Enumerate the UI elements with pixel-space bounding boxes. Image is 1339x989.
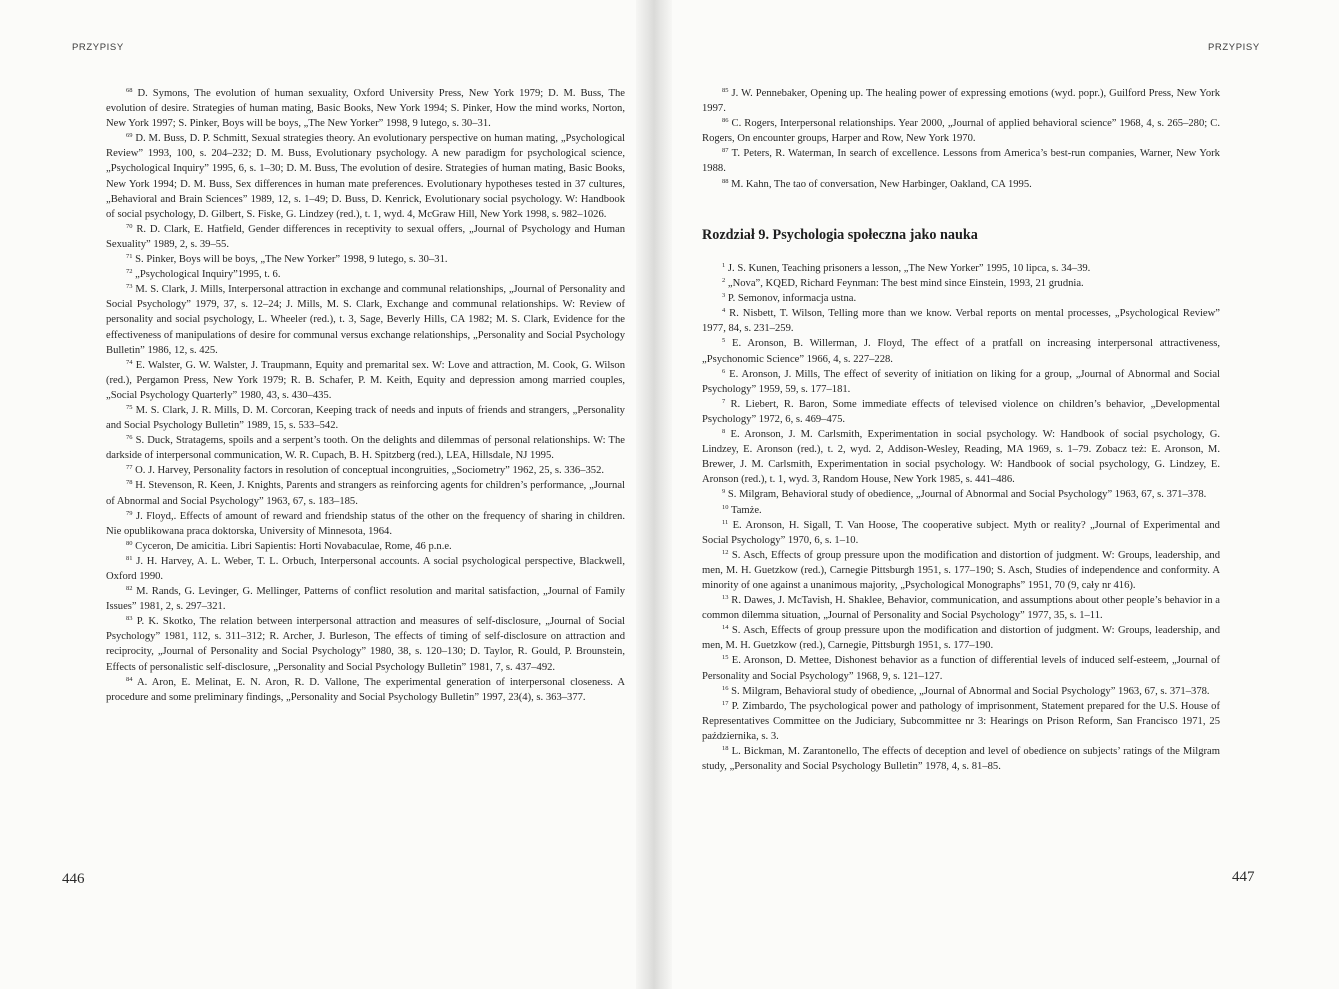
footnote-text: C. Rogers, Interpersonal relationships. Year 2000, „Journal of applied behavioral science” 1968, 4, s. 265–280; C. Rogers, On encounter groups, Harper and Row, New York 1970. (702, 118, 1220, 145)
footnote-number: 17 (722, 699, 729, 707)
footnote-number: 87 (722, 147, 729, 155)
footnote (702, 623, 1220, 653)
chapter-heading: Rozdział 9. Psychologia społeczna jako nauka (702, 227, 978, 243)
footnote (702, 116, 1220, 146)
footnote-text: R. D. Clark, E. Hatfield, Gender differences in receptivity to sexual offers, „Journal of Psychology and Human Sexuality” 1989, 2, s. 39–55. (106, 223, 625, 250)
footnote-number: 4 (722, 307, 726, 315)
footnote-number: 10 (722, 503, 729, 511)
footnote (106, 222, 625, 252)
footnote (106, 252, 625, 267)
footnote (106, 86, 625, 131)
footnote-text: Cyceron, De amicitia. Libri Sapientis: Horti Novabaculae, Rome, 46 p.n.e. (135, 540, 452, 552)
footnote-number: 11 (722, 518, 729, 526)
page-number-right: 447 (1232, 869, 1255, 885)
footnote-text: L. Bickman, M. Zarantonello, The effects of deception and level of obedience on subjects’ ratings of the Milgram study, „Personality and Social Psychology Bulletin” 1978, 4, s. 81–85. (702, 746, 1220, 773)
footnote-number: 8 (722, 428, 726, 436)
footnote-number: 83 (126, 615, 133, 623)
footnote-number: 6 (722, 367, 726, 375)
footnote-text: M. Kahn, The tao of conversation, New Harbinger, Oakland, CA 1995. (731, 178, 1032, 190)
footnote-number: 88 (722, 177, 729, 185)
footnote (702, 146, 1220, 176)
footnote (106, 675, 625, 705)
footnote-number: 68 (126, 87, 133, 94)
footnote-number: 74 (126, 358, 133, 366)
footnote-text: P. K. Skotko, The relation between interpersonal attraction and measures of self-disclosure, „Journal of Social Psychology” 1981, 112, s. 311–312; R. Archer, J. Burleson, The effects of timing of self-disclosure on attraction and reciprocity, „Journal of Personality and Social Psychology” 1980, 38, s. 120–130; D. Taylor, R. Gould, P. Brounstein, Effects of personalistic self-disclosure, „Personality and Social Psychology Bulletin” 1981, 7, s. 437–492. (106, 616, 625, 673)
footnote (702, 548, 1220, 593)
footnote-text: D. M. Buss, D. P. Schmitt, Sexual strategies theory. An evolutionary perspective on human mating, „Psychological Review” 1993, 100, s. 204–232; D. M. Buss, Evolutionary psychology. A new paradigm for psychological science, „Psychological Inquiry” 1995, 6, s. 1–30; D. M. Buss, The evolution of desire. Strategies of human mating, Basic Books, New York 1994; D. M. Buss, Sex differences in human mate preferences. Evolutionary hypotheses tested in 37 cultures, „Behavioral and Brain Sciences” 1989, 12, s. 1–49; D. Buss, D. Kenrick, Evolutionary social psychology. W: Handbook of social psychology, D. Gilbert, S. Fiske, G. Lindzey (red.), t. 1, wyd. 4, McGraw Hill, New York 1998, s. 982–1026. (106, 133, 625, 220)
footnote (702, 653, 1220, 683)
footnote (106, 433, 625, 463)
footnote (702, 306, 1220, 336)
footnote (106, 463, 625, 478)
footnote-text: Tamże. (730, 504, 762, 516)
footnote-number: 78 (126, 479, 133, 487)
running-head-right: PRZYPISY (1208, 42, 1260, 53)
footnote-number: 14 (722, 624, 729, 632)
footnote (702, 261, 1220, 276)
footnote-text: „Nova”, KQED, Richard Feynman: The best mind since Einstein, 1993, 21 grudnia. (727, 278, 1084, 290)
footnote-text: S. Asch, Effects of group pressure upon the modification and distortion of judgment. W: Groups, leadership, and men, M. H. Guetzkow (red.), Carnegie Pittsburgh 1951, s. 177–190; S. Asch, Studies of independence and conformity. A minority of one against a unanimous majority, „Psychological Monographs” 1951, 70 (9, cały nr 416). (702, 549, 1221, 591)
right-page (672, 0, 1339, 989)
footnote-text: E. Aronson, H. Sigall, T. Van Hoose, The cooperative subject. Myth or reality? „Journal of Experimental and Social Psychology” 1970, 6, s. 1–10. (702, 519, 1220, 546)
footnote-number: 75 (126, 403, 133, 411)
footnote-text: R. Liebert, R. Baron, Some immediate effects of televised violence on children’s behavior, „Developmental Psychology” 1972, 6, s. 469–475. (702, 398, 1220, 425)
footnotes-list-right-bottom (702, 261, 1220, 774)
footnote (702, 336, 1220, 366)
footnotes-list-right-top (702, 86, 1220, 192)
footnote (702, 593, 1220, 623)
footnote-number: 79 (126, 509, 133, 517)
footnote-number: 13 (722, 594, 729, 602)
footnote-number: 15 (722, 654, 729, 662)
footnote-text: P. Zimbardo, The psychological power and pathology of imprisonment, Statement prepared for the U.S. House of Representatives Committee on the Judiciary, Subcommittee nr 3: Hearings on Prison Reform, San Francisco 1971, 25 października, s. 3. (702, 700, 1220, 742)
footnote-number: 1 (722, 262, 726, 269)
footnote-number: 9 (722, 488, 726, 496)
footnote (106, 509, 625, 539)
footnote-text: J. Floyd,. Effects of amount of reward and friendship status of the other on the frequency of sharing in children. Nie opublikowana praca doktorska, University of Minnesota, 1964. (106, 510, 625, 537)
footnote-number: 2 (722, 277, 726, 285)
footnote-text: R. Dawes, J. McTavish, H. Shaklee, Behavior, communication, and assumptions about other people’s behavior in a common dilemma situation, „Journal of Personality and Social Psychology” 1977, 35, s. 1–11. (702, 595, 1220, 622)
footnote (106, 267, 625, 282)
footnote-text: E. Walster, G. W. Walster, J. Traupmann, Equity and premarital sex. W: Love and attraction, M. Cook, G. Wilson (red.), Pergamon Press, New York 1979; R. B. Schafer, P. M. Keith, Equity and depression among married couples, „Social Psychology Quarterly” 1980, 43, s. 430–435. (106, 359, 625, 401)
footnote-text: E. Aronson, D. Mettee, Dishonest behavior as a function of differential levels of induced self-esteem, „Journal of Personality and Social Psychology” 1968, 9, s. 121–127. (702, 655, 1221, 682)
footnote (106, 539, 625, 554)
footnote (702, 684, 1220, 699)
footnote-text: S. Milgram, Behavioral study of obedience, „Journal of Abnormal and Social Psychology” 1963, 67, s. 371–378. (731, 685, 1210, 697)
footnote-text: S. Pinker, Boys will be boys, „The New Yorker” 1998, 9 lutego, s. 30–31. (135, 254, 448, 266)
footnote (702, 503, 1220, 518)
footnote-number: 80 (126, 539, 133, 547)
footnote (106, 131, 625, 222)
book-gutter (636, 0, 672, 989)
footnote-number: 69 (126, 132, 133, 140)
footnote-number: 82 (126, 585, 133, 593)
footnote (702, 86, 1220, 116)
footnote-text: O. J. Harvey, Personality factors in resolution of conceptual incongruities, „Sociometry” 1962, 25, s. 336–352. (135, 465, 605, 477)
footnote-text: S. Asch, Effects of group pressure upon the modification and distortion of judgment. W: Groups, leadership, and men, M. H. Guetzkow (red.), Carnegie, Pittsburgh 1951, s. 177–190. (702, 625, 1221, 652)
footnote (702, 291, 1220, 306)
footnote-text: E. Aronson, B. Willerman, J. Floyd, The effect of a pratfall on increasing interpersonal attractiveness, „Psychonomic Science” 1966, 4, s. 227–228. (702, 338, 1220, 365)
footnote-number: 71 (126, 253, 133, 261)
footnote-text: J. S. Kunen, Teaching prisoners a lesson, „The New Yorker” 1995, 10 lipca, s. 34–39. (727, 263, 1091, 274)
footnote-text: M. S. Clark, J. Mills, Interpersonal attraction in exchange and communal relationships, „Journal of Personality and Social Psychology” 1979, 37, s. 12–24; J. Mills, M. S. Clark, Exchange and communal relationships. W: Review of personality and social psychology, L. Wheeler (red.), t. 3, Sage, Beverly Hills, CA 1982; M. S. Clark, Evidence for the effectiveness of manipulations of desire for communal versus exchange relationships, „Personality and Social Psychology Bulletin” 1986, 12, s. 425. (106, 284, 625, 356)
footnote-number: 3 (722, 292, 726, 300)
footnote (702, 487, 1220, 502)
footnote (106, 584, 625, 614)
footnote-number: 5 (722, 337, 726, 345)
footnote-text: M. Rands, G. Levinger, G. Mellinger, Patterns of conflict resolution and marital satisfaction, „Journal of Family Issues” 1981, 2, s. 297–321. (106, 586, 625, 613)
footnote-number: 70 (126, 222, 133, 230)
footnote (702, 276, 1220, 291)
footnote-number: 7 (722, 397, 726, 405)
footnote-number: 73 (126, 283, 133, 291)
footnote-text: E. Aronson, J. Mills, The effect of severity of initiation on liking for a group, „Journal of Abnormal and Social Psychology” 1959, 59, s. 177–181. (702, 368, 1220, 395)
footnote-text: S. Milgram, Behavioral study of obedience, „Journal of Abnormal and Social Psychology” 1963, 67, s. 371–378. (727, 489, 1207, 501)
footnote-text: A. Aron, E. Melinat, E. N. Aron, R. D. Vallone, The experimental generation of interpersonal closeness. A procedure and some preliminary findings, „Personality and Social Psychology Bulletin” 1997, 23(4), s. 363–377. (106, 676, 625, 703)
footnote-text: D. Symons, The evolution of human sexuality, Oxford University Press, New York 1979; D. M. Buss, The evolution of desire. Strategies of human mating, Basic Books, New York 1994; S. Pinker, How the mind works, Norton, New York 1997; S. Pinker, Boys will be boys, „The New Yorker” 1998, 9 lutego, s. 30–31. (106, 88, 625, 130)
footnote-number: 77 (126, 464, 133, 472)
footnote-number: 86 (722, 117, 729, 125)
footnote-text: J. W. Pennebaker, Opening up. The healing power of expressing emotions (wyd. popr.), Guilford Press, New York 1997. (702, 88, 1220, 115)
footnote-text: S. Duck, Stratagems, spoils and a serpent’s tooth. On the delights and dilemmas of personal relationships. W: The darkside of interpersonal communication, W. R. Cupach, B. H. Spitzberg (red.), LEA, Hillsdale, NJ 1995. (106, 435, 625, 462)
footnote-number: 76 (126, 434, 133, 442)
running-head-left: PRZYPISY (72, 42, 124, 53)
footnote-number: 16 (722, 684, 729, 692)
footnote-number: 72 (126, 268, 133, 276)
page-number-left: 446 (62, 871, 85, 887)
footnote (106, 614, 625, 674)
footnote-text: „Psychological Inquiry”1995, t. 6. (135, 269, 281, 281)
footnote-number: 85 (722, 87, 729, 94)
footnote (702, 397, 1220, 427)
footnote-text: T. Peters, R. Waterman, In search of excellence. Lessons from America’s best-run companies, Warner, New York 1988. (702, 148, 1220, 175)
footnote (702, 744, 1220, 774)
footnotes-list-left (106, 86, 625, 705)
footnote-number: 12 (722, 548, 729, 556)
footnote (702, 699, 1220, 744)
footnote (702, 177, 1220, 192)
footnote (702, 367, 1220, 397)
footnote (106, 358, 625, 403)
footnote-number: 18 (722, 745, 729, 752)
footnote-number: 84 (126, 675, 133, 683)
left-page (0, 0, 636, 989)
footnote-text: E. Aronson, J. M. Carlsmith, Experimentation in social psychology. W: Handbook of social psychology, G. Lindzey, E. Aronson (red.), t. 2, wyd. 2, Addison-Wesley, Reading, MA 1969, s. 1–79. Zobacz też: E. Aronson, M. Brewer, J. M. Carlsmith, Experimentation in social psychology. W: Handbook of social psychology, G. Lindzey, E. Aronson (red.), t. 1, wyd. 3, Random House, New York 1985, s. 441–486. (702, 429, 1221, 486)
footnote (106, 403, 625, 433)
footnote (106, 478, 625, 508)
footnote (702, 518, 1220, 548)
footnote-text: J. H. Harvey, A. L. Weber, T. L. Orbuch, Interpersonal accounts. A social psychological perspective, Blackwell, Oxford 1990. (106, 555, 625, 582)
footnote (702, 427, 1220, 487)
footnote-text: R. Nisbett, T. Wilson, Telling more than we know. Verbal reports on mental processes, „Psychological Review” 1977, 84, s. 231–259. (702, 308, 1220, 335)
footnote (106, 554, 625, 584)
footnote-text: M. S. Clark, J. R. Mills, D. M. Corcoran, Keeping track of needs and inputs of friends and strangers, „Personality and Social Psychology Bulletin” 1989, 15, s. 533–542. (106, 404, 625, 432)
footnote-number: 81 (126, 554, 133, 562)
footnote-text: P. Semonov, informacja ustna. (727, 293, 857, 305)
footnote (106, 282, 625, 357)
footnote-text: H. Stevenson, R. Keen, J. Knights, Parents and strangers as reinforcing agents for children’s performance, „Journal of Abnormal and Social Psychology” 1963, 67, s. 183–185. (106, 480, 625, 507)
